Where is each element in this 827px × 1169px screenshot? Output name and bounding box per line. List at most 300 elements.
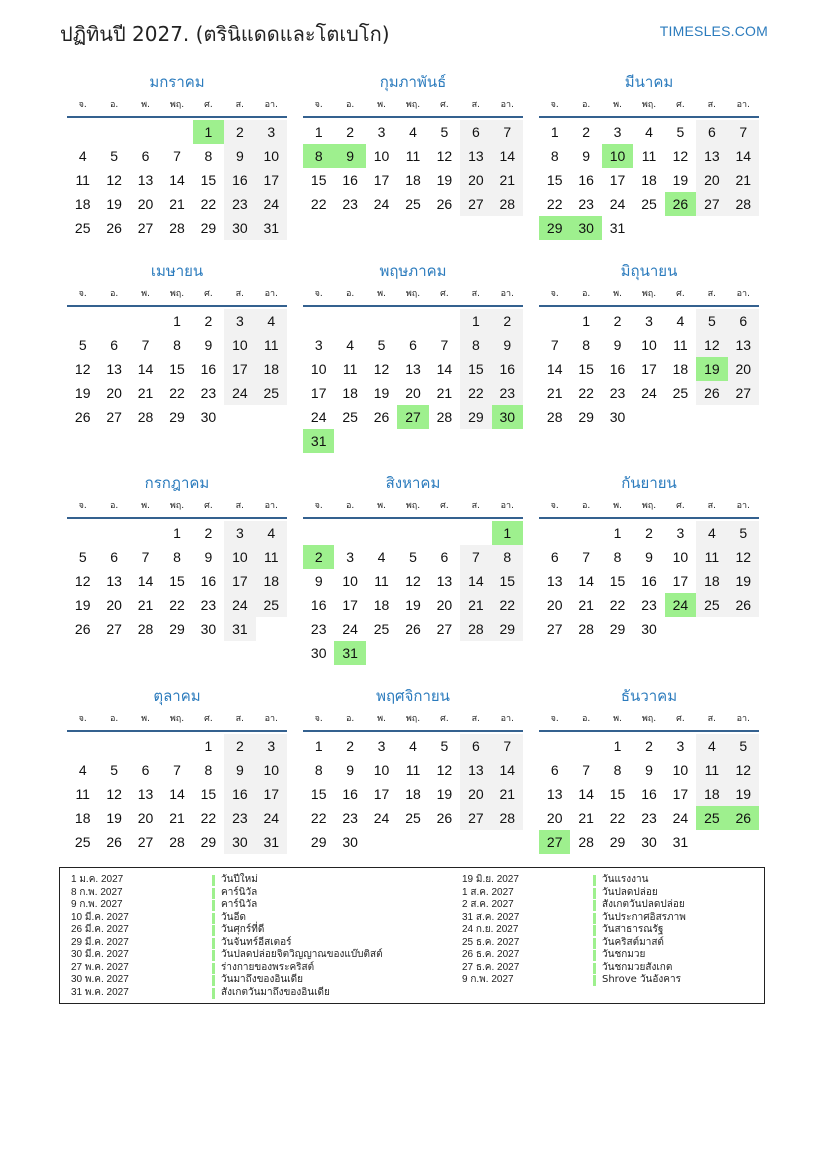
day-cell: 10 — [256, 758, 287, 782]
day-cell: 13 — [546, 573, 563, 589]
legend-holiday-name: วันชกมวย — [602, 949, 646, 960]
day-cell: 1 — [613, 525, 622, 541]
month-divider — [303, 305, 523, 307]
day-cell: 27 — [696, 192, 727, 216]
day-cell: 12 — [106, 786, 122, 802]
weekday-label: ส. — [471, 289, 481, 299]
day-cell: 24 — [609, 196, 626, 212]
weekday-label: พฤ. — [405, 501, 421, 511]
day-cell: 3 — [256, 120, 287, 144]
day-cell: 14 — [169, 172, 185, 188]
weekday-label: พฤ. — [405, 100, 421, 110]
legend-holiday-name: ร่างกายของพระคริสต์ — [221, 961, 315, 973]
day-cell: 24 — [672, 810, 689, 826]
day-cell: 7 — [728, 120, 759, 144]
month-name: สิงหาคม — [385, 474, 441, 492]
day-cell: 4 — [78, 148, 87, 164]
legend-date: 26 มี.ค. 2027 — [71, 924, 129, 935]
weekday-header — [67, 287, 287, 301]
day-cell: 16 — [578, 172, 594, 188]
legend-date: 26 ธ.ค. 2027 — [462, 949, 520, 960]
day-cell: 22 — [310, 810, 327, 826]
month-name: เมษายน — [150, 262, 204, 280]
day-cell: 16 — [342, 172, 358, 188]
day-cell: 2 — [492, 309, 523, 333]
weekday-label: อา. — [736, 289, 750, 299]
day-cell: 25 — [74, 834, 91, 850]
day-cell: 29 — [169, 409, 185, 425]
day-cell: 7 — [141, 549, 150, 565]
day-cell: 11 — [374, 573, 389, 589]
weekday-label: ศ. — [440, 501, 449, 511]
legend-date: 19 มิ.ย. 2027 — [462, 874, 519, 885]
weekday-label: อ. — [581, 501, 591, 511]
weekday-label: จ. — [78, 714, 87, 724]
day-cell: 8 — [314, 762, 323, 778]
day-cell: 16 — [609, 361, 626, 377]
day-cell: 4 — [409, 738, 417, 754]
legend-date: 31 พ.ค. 2027 — [71, 986, 129, 998]
weekday-label: พ. — [377, 714, 386, 724]
day-cell: 30 — [200, 409, 217, 425]
day-cell: 19 — [373, 385, 390, 401]
day-cell: 26 — [728, 593, 759, 617]
day-cell: 15 — [546, 172, 563, 188]
day-cell: 16 — [224, 782, 255, 806]
day-cell: 31 — [256, 830, 287, 854]
day-cell: 19 — [436, 172, 453, 188]
day-cell: 31 — [224, 617, 255, 641]
day-cell: 17 — [256, 168, 287, 192]
day-cell: 2 — [645, 525, 653, 541]
day-cell: 14 — [728, 144, 759, 168]
day-cell: 26 — [373, 409, 390, 425]
day-cell: 21 — [169, 810, 185, 826]
day-cell: 3 — [676, 525, 685, 541]
day-cell: 10 — [641, 337, 657, 353]
day-cell: 16 — [641, 786, 657, 802]
day-cell: 19 — [74, 597, 91, 613]
day-cell: 24 — [256, 192, 287, 216]
holiday-day-cell: 1 — [492, 521, 523, 545]
legend-marker — [212, 900, 215, 911]
day-cell: 5 — [78, 549, 87, 565]
day-cell: 26 — [436, 810, 453, 826]
month-name: มิถุนายน — [620, 262, 678, 280]
weekday-label: ศ. — [204, 714, 213, 724]
day-cell: 6 — [460, 120, 491, 144]
day-cell: 21 — [728, 168, 759, 192]
day-cell: 8 — [204, 148, 213, 164]
weekday-header — [539, 98, 759, 112]
day-cell: 30 — [342, 834, 358, 850]
month-divider — [539, 517, 759, 519]
day-cell: 1 — [314, 738, 323, 754]
day-cell: 24 — [310, 409, 327, 425]
weekday-label: อ. — [109, 501, 119, 511]
day-cell: 31 — [256, 216, 287, 240]
day-cell: 22 — [578, 385, 594, 401]
weekday-label: จ. — [78, 501, 87, 511]
day-cell: 15 — [609, 573, 626, 589]
day-cell: 5 — [110, 148, 119, 164]
day-cell: 28 — [578, 621, 594, 637]
day-cell: 9 — [492, 333, 523, 357]
day-cell: 6 — [550, 549, 559, 565]
holiday-day-cell: 26 — [665, 192, 696, 216]
day-cell: 10 — [672, 549, 689, 565]
day-cell: 10 — [224, 333, 255, 357]
weekday-label: ศ. — [440, 714, 449, 724]
legend-marker — [593, 963, 596, 974]
weekday-label: จ. — [78, 100, 87, 110]
weekday-label: พ. — [613, 501, 622, 511]
holiday-legend — [59, 867, 765, 1004]
legend-holiday-name: วันจันทร์อีสเตอร์ — [221, 936, 292, 948]
day-cell: 20 — [696, 168, 727, 192]
day-cell: 15 — [200, 172, 217, 188]
weekday-label: พ. — [141, 100, 150, 110]
weekday-label: พ. — [377, 501, 386, 511]
day-cell: 17 — [224, 357, 255, 381]
day-cell: 11 — [696, 545, 727, 569]
weekday-label: จ. — [550, 501, 559, 511]
day-cell: 22 — [492, 593, 523, 617]
day-cell: 10 — [224, 545, 255, 569]
day-cell: 29 — [578, 409, 594, 425]
weekday-label: พฤ. — [641, 501, 657, 511]
day-cell: 18 — [373, 597, 390, 613]
day-cell: 27 — [460, 192, 491, 216]
day-cell: 14 — [546, 361, 563, 377]
day-cell: 11 — [256, 333, 287, 357]
day-cell: 9 — [204, 549, 213, 565]
day-cell: 23 — [641, 810, 657, 826]
day-cell: 21 — [169, 196, 185, 212]
day-cell: 17 — [224, 569, 255, 593]
month-name: พฤศจิกายน — [376, 687, 450, 705]
weekday-label: พฤ. — [405, 714, 421, 724]
day-cell: 27 — [546, 621, 563, 637]
day-cell: 11 — [696, 758, 727, 782]
day-cell: 14 — [578, 573, 594, 589]
day-cell: 7 — [492, 120, 523, 144]
day-cell: 8 — [492, 545, 523, 569]
weekday-label: อ. — [345, 501, 355, 511]
weekday-label: ศ. — [676, 714, 685, 724]
day-cell: 19 — [436, 786, 453, 802]
day-cell: 8 — [582, 337, 591, 353]
month-name: มกราคม — [149, 73, 205, 91]
weekday-label: ส. — [235, 289, 245, 299]
month-divider — [303, 517, 523, 519]
month-name: กุมภาพันธ์ — [379, 73, 447, 91]
day-cell: 3 — [676, 738, 685, 754]
day-cell: 13 — [546, 786, 563, 802]
legend-marker — [593, 950, 596, 961]
weekday-label: พ. — [141, 714, 150, 724]
day-cell: 7 — [440, 337, 449, 353]
day-cell: 13 — [106, 573, 122, 589]
legend-date: 29 มี.ค. 2027 — [71, 936, 129, 948]
day-cell: 6 — [141, 762, 150, 778]
day-cell: 23 — [578, 196, 594, 212]
day-cell: 23 — [609, 385, 626, 401]
day-cell: 12 — [74, 361, 91, 377]
day-cell: 24 — [373, 810, 390, 826]
holiday-day-cell: 26 — [728, 806, 759, 830]
day-cell: 11 — [342, 361, 358, 377]
weekday-label: จ. — [78, 289, 87, 299]
weekday-label: พฤ. — [169, 100, 185, 110]
legend-marker — [593, 925, 596, 936]
month-divider — [539, 305, 759, 307]
day-cell: 14 — [137, 361, 154, 377]
weekday-label: พ. — [377, 100, 386, 110]
weekday-header — [303, 98, 523, 112]
weekday-label: จ. — [314, 289, 323, 299]
day-cell: 15 — [492, 569, 523, 593]
legend-marker — [593, 888, 596, 899]
legend-holiday-name: วันประกาศอิสรภาพ — [602, 911, 686, 923]
day-cell: 29 — [609, 834, 626, 850]
day-cell: 29 — [460, 405, 491, 429]
day-cell: 11 — [75, 172, 90, 188]
day-cell: 23 — [310, 621, 327, 637]
day-cell: 18 — [256, 569, 287, 593]
day-cell: 8 — [613, 549, 622, 565]
weekday-label: อา. — [500, 714, 514, 724]
day-cell: 29 — [200, 220, 217, 236]
day-cell: 3 — [224, 521, 255, 545]
legend-holiday-name: วันมาถึงของอินเดีย — [221, 974, 303, 985]
day-cell: 10 — [373, 148, 390, 164]
weekday-header — [303, 712, 523, 726]
day-cell: 4 — [78, 762, 87, 778]
legend-holiday-name: สังเกตวันมาถึงของอินเดีย — [221, 986, 330, 998]
day-cell: 21 — [578, 810, 594, 826]
day-cell: 25 — [373, 621, 390, 637]
day-cell: 10 — [373, 762, 390, 778]
legend-date: 31 ส.ค. 2027 — [462, 911, 520, 923]
day-cell: 18 — [74, 196, 91, 212]
day-cell: 20 — [106, 385, 122, 401]
weekday-label: พ. — [613, 289, 622, 299]
day-cell: 8 — [613, 762, 622, 778]
holiday-day-cell: 8 — [303, 144, 334, 168]
day-cell: 29 — [609, 621, 626, 637]
day-cell: 9 — [645, 549, 653, 565]
day-cell: 13 — [137, 786, 154, 802]
day-cell: 31 — [672, 834, 689, 850]
day-cell: 21 — [460, 593, 491, 617]
legend-holiday-name: วันปีใหม่ — [221, 874, 258, 885]
day-cell: 23 — [342, 810, 358, 826]
day-cell: 25 — [405, 810, 421, 826]
day-cell: 30 — [310, 645, 327, 661]
day-cell: 15 — [609, 786, 626, 802]
holiday-day-cell: 9 — [334, 144, 365, 168]
weekday-label: อ. — [109, 100, 119, 110]
day-cell: 24 — [224, 593, 255, 617]
day-cell: 2 — [613, 313, 622, 329]
day-cell: 30 — [224, 216, 255, 240]
brand-link[interactable]: TIMESLES.COM — [659, 23, 768, 39]
day-cell: 22 — [200, 196, 217, 212]
weekday-label: ศ. — [676, 289, 685, 299]
day-cell: 22 — [609, 597, 626, 613]
day-cell: 12 — [74, 573, 91, 589]
weekday-label: อา. — [500, 501, 514, 511]
day-cell: 16 — [200, 361, 217, 377]
day-cell: 3 — [377, 738, 386, 754]
day-cell: 6 — [696, 120, 727, 144]
month-name: กันยายน — [621, 474, 677, 492]
legend-marker — [212, 938, 215, 949]
day-cell: 13 — [460, 144, 491, 168]
day-cell: 5 — [696, 309, 727, 333]
weekday-header — [303, 287, 523, 301]
day-cell: 25 — [74, 220, 91, 236]
weekday-label: ส. — [707, 289, 717, 299]
month-name: ธันวาคม — [620, 687, 678, 705]
day-cell: 22 — [200, 810, 217, 826]
day-cell: 11 — [673, 337, 688, 353]
day-cell: 13 — [405, 361, 421, 377]
day-cell: 8 — [173, 337, 181, 353]
day-cell: 30 — [200, 621, 217, 637]
day-cell: 18 — [641, 172, 657, 188]
day-cell: 5 — [728, 734, 759, 758]
legend-marker — [593, 900, 596, 911]
day-cell: 2 — [204, 313, 213, 329]
day-cell: 20 — [405, 385, 421, 401]
legend-date: 27 ธ.ค. 2027 — [462, 961, 520, 973]
day-cell: 26 — [696, 381, 727, 405]
day-cell: 26 — [405, 621, 421, 637]
weekday-label: อ. — [581, 100, 591, 110]
day-cell: 17 — [342, 597, 358, 613]
day-cell: 26 — [436, 196, 453, 212]
day-cell: 28 — [460, 617, 491, 641]
day-cell: 14 — [492, 758, 523, 782]
day-cell: 27 — [436, 621, 453, 637]
day-cell: 9 — [224, 758, 255, 782]
legend-date: 30 พ.ค. 2027 — [71, 974, 129, 985]
day-cell: 13 — [106, 361, 122, 377]
day-cell: 19 — [106, 810, 122, 826]
day-cell: 1 — [613, 738, 622, 754]
day-cell: 28 — [492, 806, 523, 830]
holiday-day-cell: 1 — [193, 120, 224, 144]
weekday-label: พฤ. — [405, 289, 421, 299]
legend-marker — [593, 913, 596, 924]
day-cell: 10 — [310, 361, 327, 377]
day-cell: 15 — [460, 357, 491, 381]
day-cell: 7 — [550, 337, 559, 353]
legend-holiday-name: วันคริสต์มาสต์ — [602, 936, 664, 948]
day-cell: 22 — [169, 597, 185, 613]
day-cell: 10 — [256, 144, 287, 168]
legend-date: 9 ก.พ. 2027 — [71, 899, 123, 910]
day-cell: 2 — [346, 124, 355, 140]
day-cell: 7 — [582, 762, 591, 778]
holiday-day-cell: 10 — [602, 144, 633, 168]
day-cell: 26 — [106, 220, 122, 236]
day-cell: 12 — [672, 148, 689, 164]
day-cell: 6 — [110, 549, 119, 565]
month-name: กรกฎาคม — [144, 474, 210, 492]
weekday-label: พฤ. — [641, 289, 657, 299]
day-cell: 4 — [645, 124, 653, 140]
day-cell: 9 — [314, 573, 323, 589]
day-cell: 16 — [200, 573, 217, 589]
day-cell: 4 — [256, 309, 287, 333]
weekday-header — [67, 98, 287, 112]
day-cell: 5 — [110, 762, 119, 778]
weekday-label: อา. — [264, 501, 278, 511]
legend-date: 30 มี.ค. 2027 — [71, 949, 129, 960]
legend-holiday-name: วันแรงงาน — [602, 874, 649, 885]
day-cell: 21 — [578, 597, 594, 613]
weekday-label: อ. — [345, 289, 355, 299]
day-cell: 13 — [460, 758, 491, 782]
weekday-header — [67, 499, 287, 513]
day-cell: 4 — [346, 337, 355, 353]
day-cell: 24 — [224, 381, 255, 405]
day-cell: 9 — [346, 762, 355, 778]
day-cell: 28 — [728, 192, 759, 216]
day-cell: 19 — [672, 172, 689, 188]
day-cell: 17 — [310, 385, 327, 401]
day-cell: 14 — [492, 144, 523, 168]
holiday-day-cell: 29 — [539, 216, 570, 240]
day-cell: 1 — [582, 313, 591, 329]
day-cell: 15 — [169, 573, 185, 589]
day-cell: 10 — [342, 573, 358, 589]
day-cell: 16 — [310, 597, 327, 613]
day-cell: 10 — [672, 762, 689, 778]
day-cell: 24 — [256, 806, 287, 830]
day-cell: 8 — [550, 148, 559, 164]
day-cell: 3 — [224, 309, 255, 333]
legend-date: 9 ก.พ. 2027 — [462, 974, 514, 985]
weekday-label: อ. — [109, 714, 119, 724]
weekday-label: ศ. — [204, 100, 213, 110]
day-cell: 25 — [696, 593, 727, 617]
day-cell: 1 — [204, 738, 213, 754]
legend-holiday-name: คาร์นิวัล — [221, 886, 258, 898]
day-cell: 28 — [436, 409, 453, 425]
day-cell: 28 — [546, 409, 563, 425]
day-cell: 4 — [696, 734, 727, 758]
weekday-header — [539, 499, 759, 513]
day-cell: 23 — [342, 196, 358, 212]
day-cell: 25 — [672, 385, 689, 401]
weekday-label: อ. — [581, 289, 591, 299]
month-divider — [303, 730, 523, 732]
month-divider — [67, 305, 287, 307]
day-cell: 9 — [224, 144, 255, 168]
day-cell: 27 — [137, 220, 154, 236]
day-cell: 6 — [460, 734, 491, 758]
weekday-label: อ. — [109, 289, 119, 299]
weekday-label: ส. — [235, 100, 245, 110]
day-cell: 18 — [696, 782, 727, 806]
day-cell: 17 — [256, 782, 287, 806]
holiday-day-cell: 2 — [303, 545, 334, 569]
month-name: มีนาคม — [624, 73, 674, 91]
